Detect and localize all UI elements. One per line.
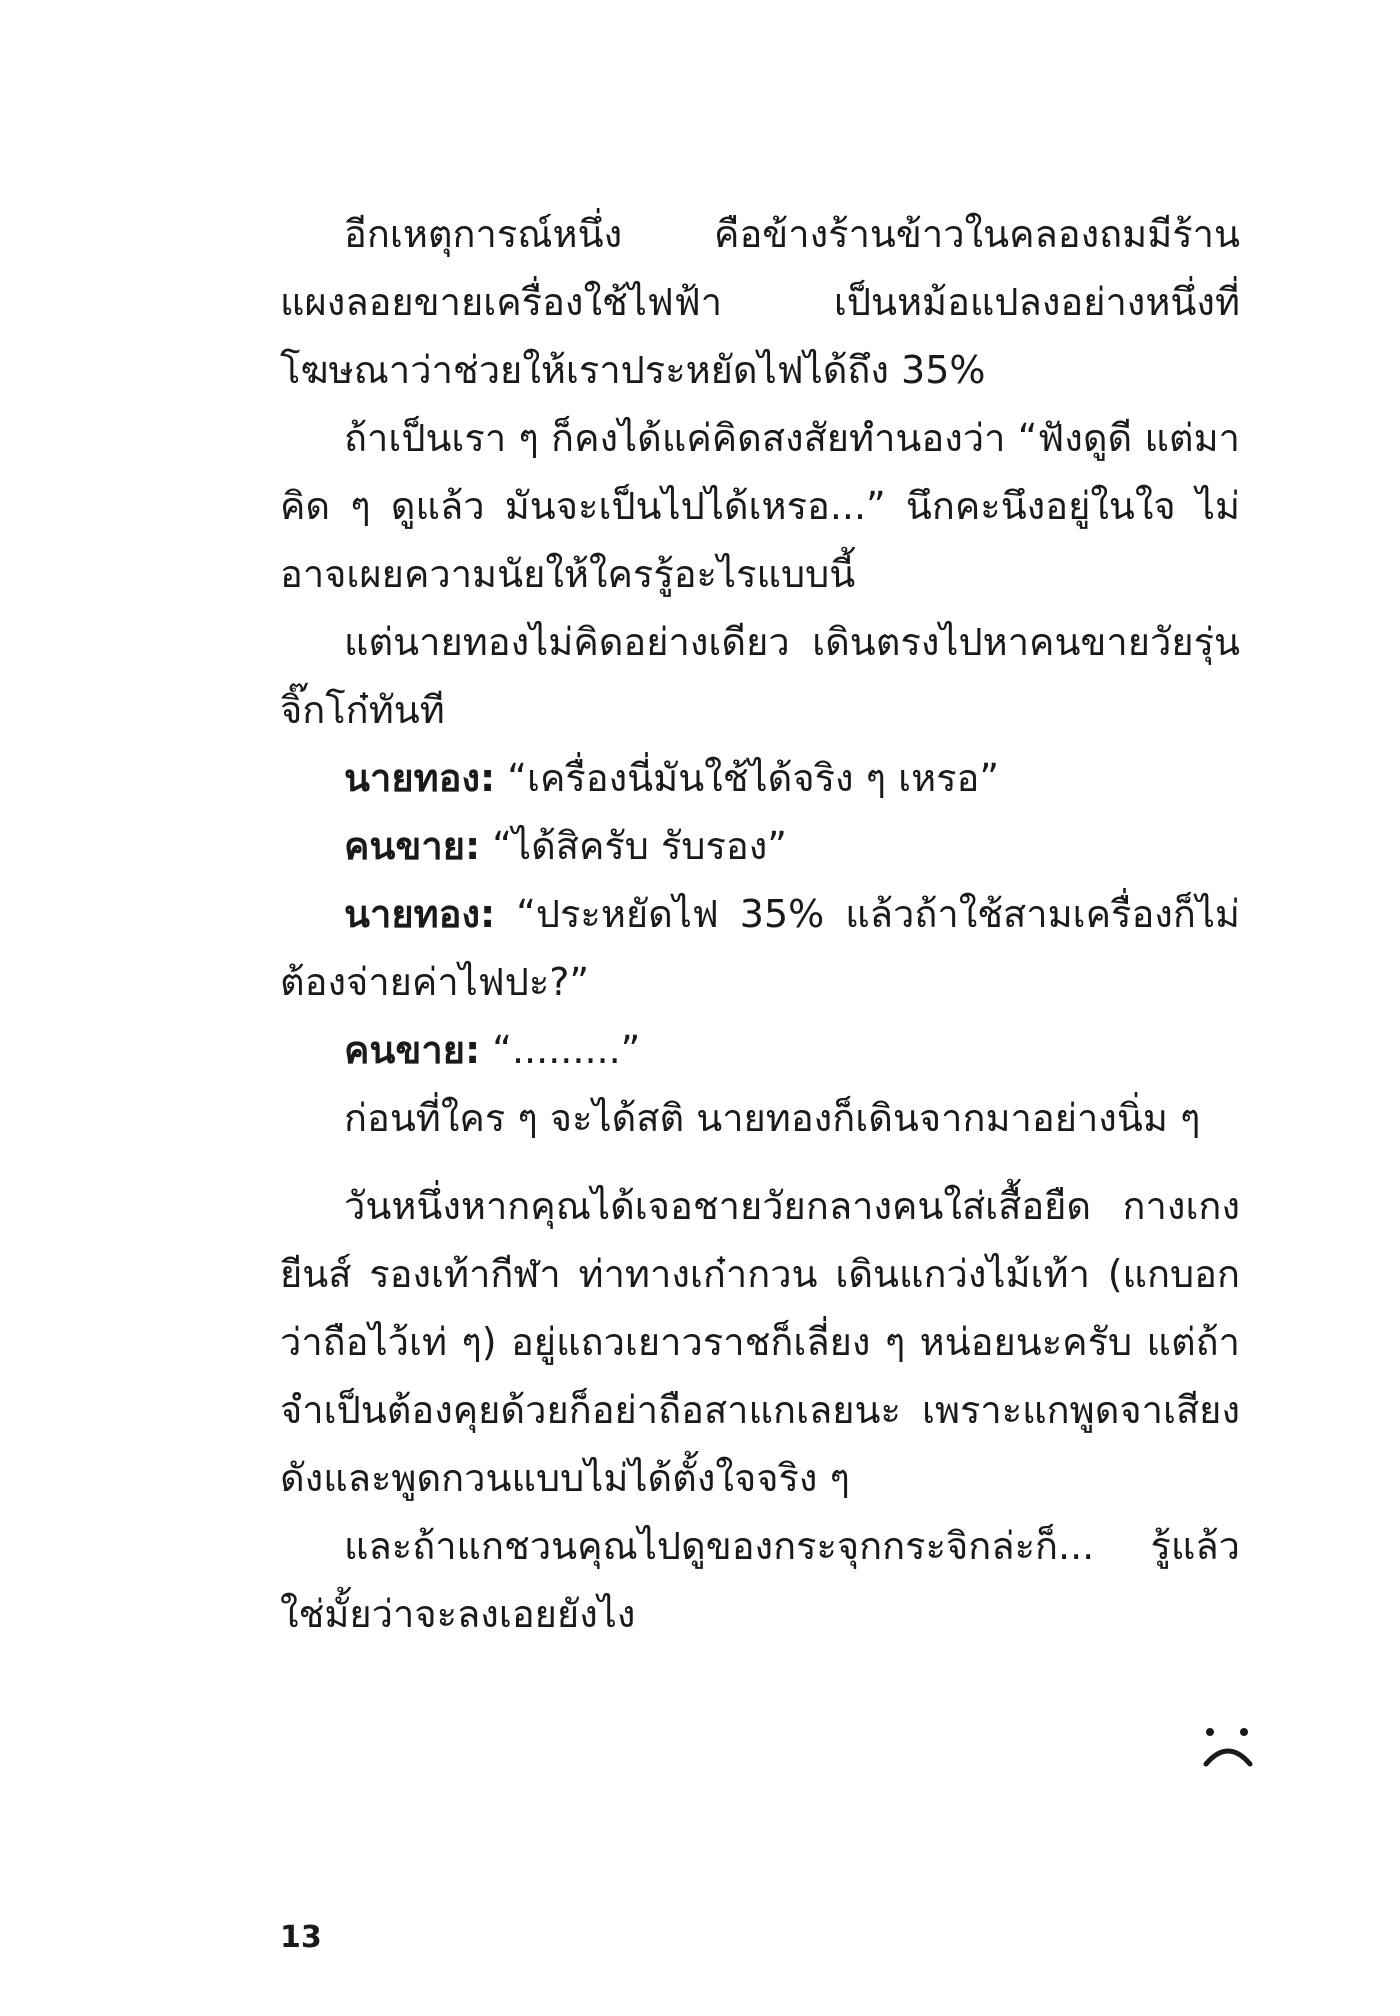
dialog-text: “ประหยัดไฟ 35% แล้วถ้าใช้สามเครื่องก็ไม่ต้องจ่ายค่าไฟปะ?” (280, 892, 1240, 1004)
story-section-2 (280, 1172, 1240, 1648)
dialog-text: “เครื่องนี่มันใช้ได้จริง ๆ เหรอ” (507, 756, 1000, 800)
dialog-speaker: คนขาย: (344, 824, 481, 868)
dialog-speaker: นายทอง: (344, 892, 496, 936)
dialog-line (280, 1016, 1240, 1084)
paragraph: และถ้าแกชวนคุณไปดูของกระจุกกระจิกล่ะก็... รู้แล้วใช่มั้ยว่าจะลงเอยยังไง (280, 1524, 1240, 1636)
story-section-1 (280, 200, 1240, 1152)
paragraph: ก่อนที่ใคร ๆ จะได้สติ นายทองก็เดินจากมาอย่างนิ่ม ๆ (344, 1096, 1201, 1140)
paragraph: แต่นายทองไม่คิดอย่างเดียว เดินตรงไปหาคนขายวัยรุ่นจิ๊กโก๋ทันที (280, 620, 1240, 732)
sad-face-icon (1200, 1720, 1256, 1770)
paragraph: ถ้าเป็นเรา ๆ ก็คงได้แค่คิดสงสัยทำนองว่า “ฟังดูดี แต่มาคิด ๆ ดูแล้ว มันจะเป็นไปได้เหรอ...” นึกคะนึงอยู่ในใจ ไม่อาจเผยความนัยให้ใครรู้อะไรแบบนี้ (280, 416, 1240, 596)
dialog-line (280, 744, 1240, 812)
paragraph: วันหนึ่งหากคุณได้เจอชายวัยกลางคนใส่เสื้อยืด กางเกงยีนส์ รองเท้ากีฬา ท่าทางเก๋ากวน เดินแกว่งไม้เท้า (แกบอกว่าถือไว้เท่ ๆ) อยู่แถวเยาวราชก็เลี่ยง ๆ หน่อยนะครับ แต่ถ้าจำเป็นต้องคุยด้วยก็อย่าถือสาแกเลยนะ เพราะแกพูดจาเสียงดังและพูดกวนแบบไม่ได้ตั้งใจจริง ๆ (280, 1184, 1240, 1500)
dialog-text: “.........” (492, 1028, 641, 1072)
dialog-text: “ได้สิครับ รับรอง” (492, 824, 787, 868)
dialog-speaker: นายทอง: (344, 756, 496, 800)
dialog-speaker: คนขาย: (344, 1028, 481, 1072)
page-number: 13 (280, 1920, 322, 1955)
dialog-line (280, 812, 1240, 880)
paragraph: อีกเหตุการณ์หนึ่ง คือข้างร้านข้าวในคลองถมมีร้านแผงลอยขายเครื่องใช้ไฟฟ้า เป็นหม้อแปลงอย่างหนึ่งที่โฆษณาว่าช่วยให้เราประหยัดไฟได้ถึง 35% (280, 212, 1240, 392)
dialog-line (280, 880, 1240, 1016)
